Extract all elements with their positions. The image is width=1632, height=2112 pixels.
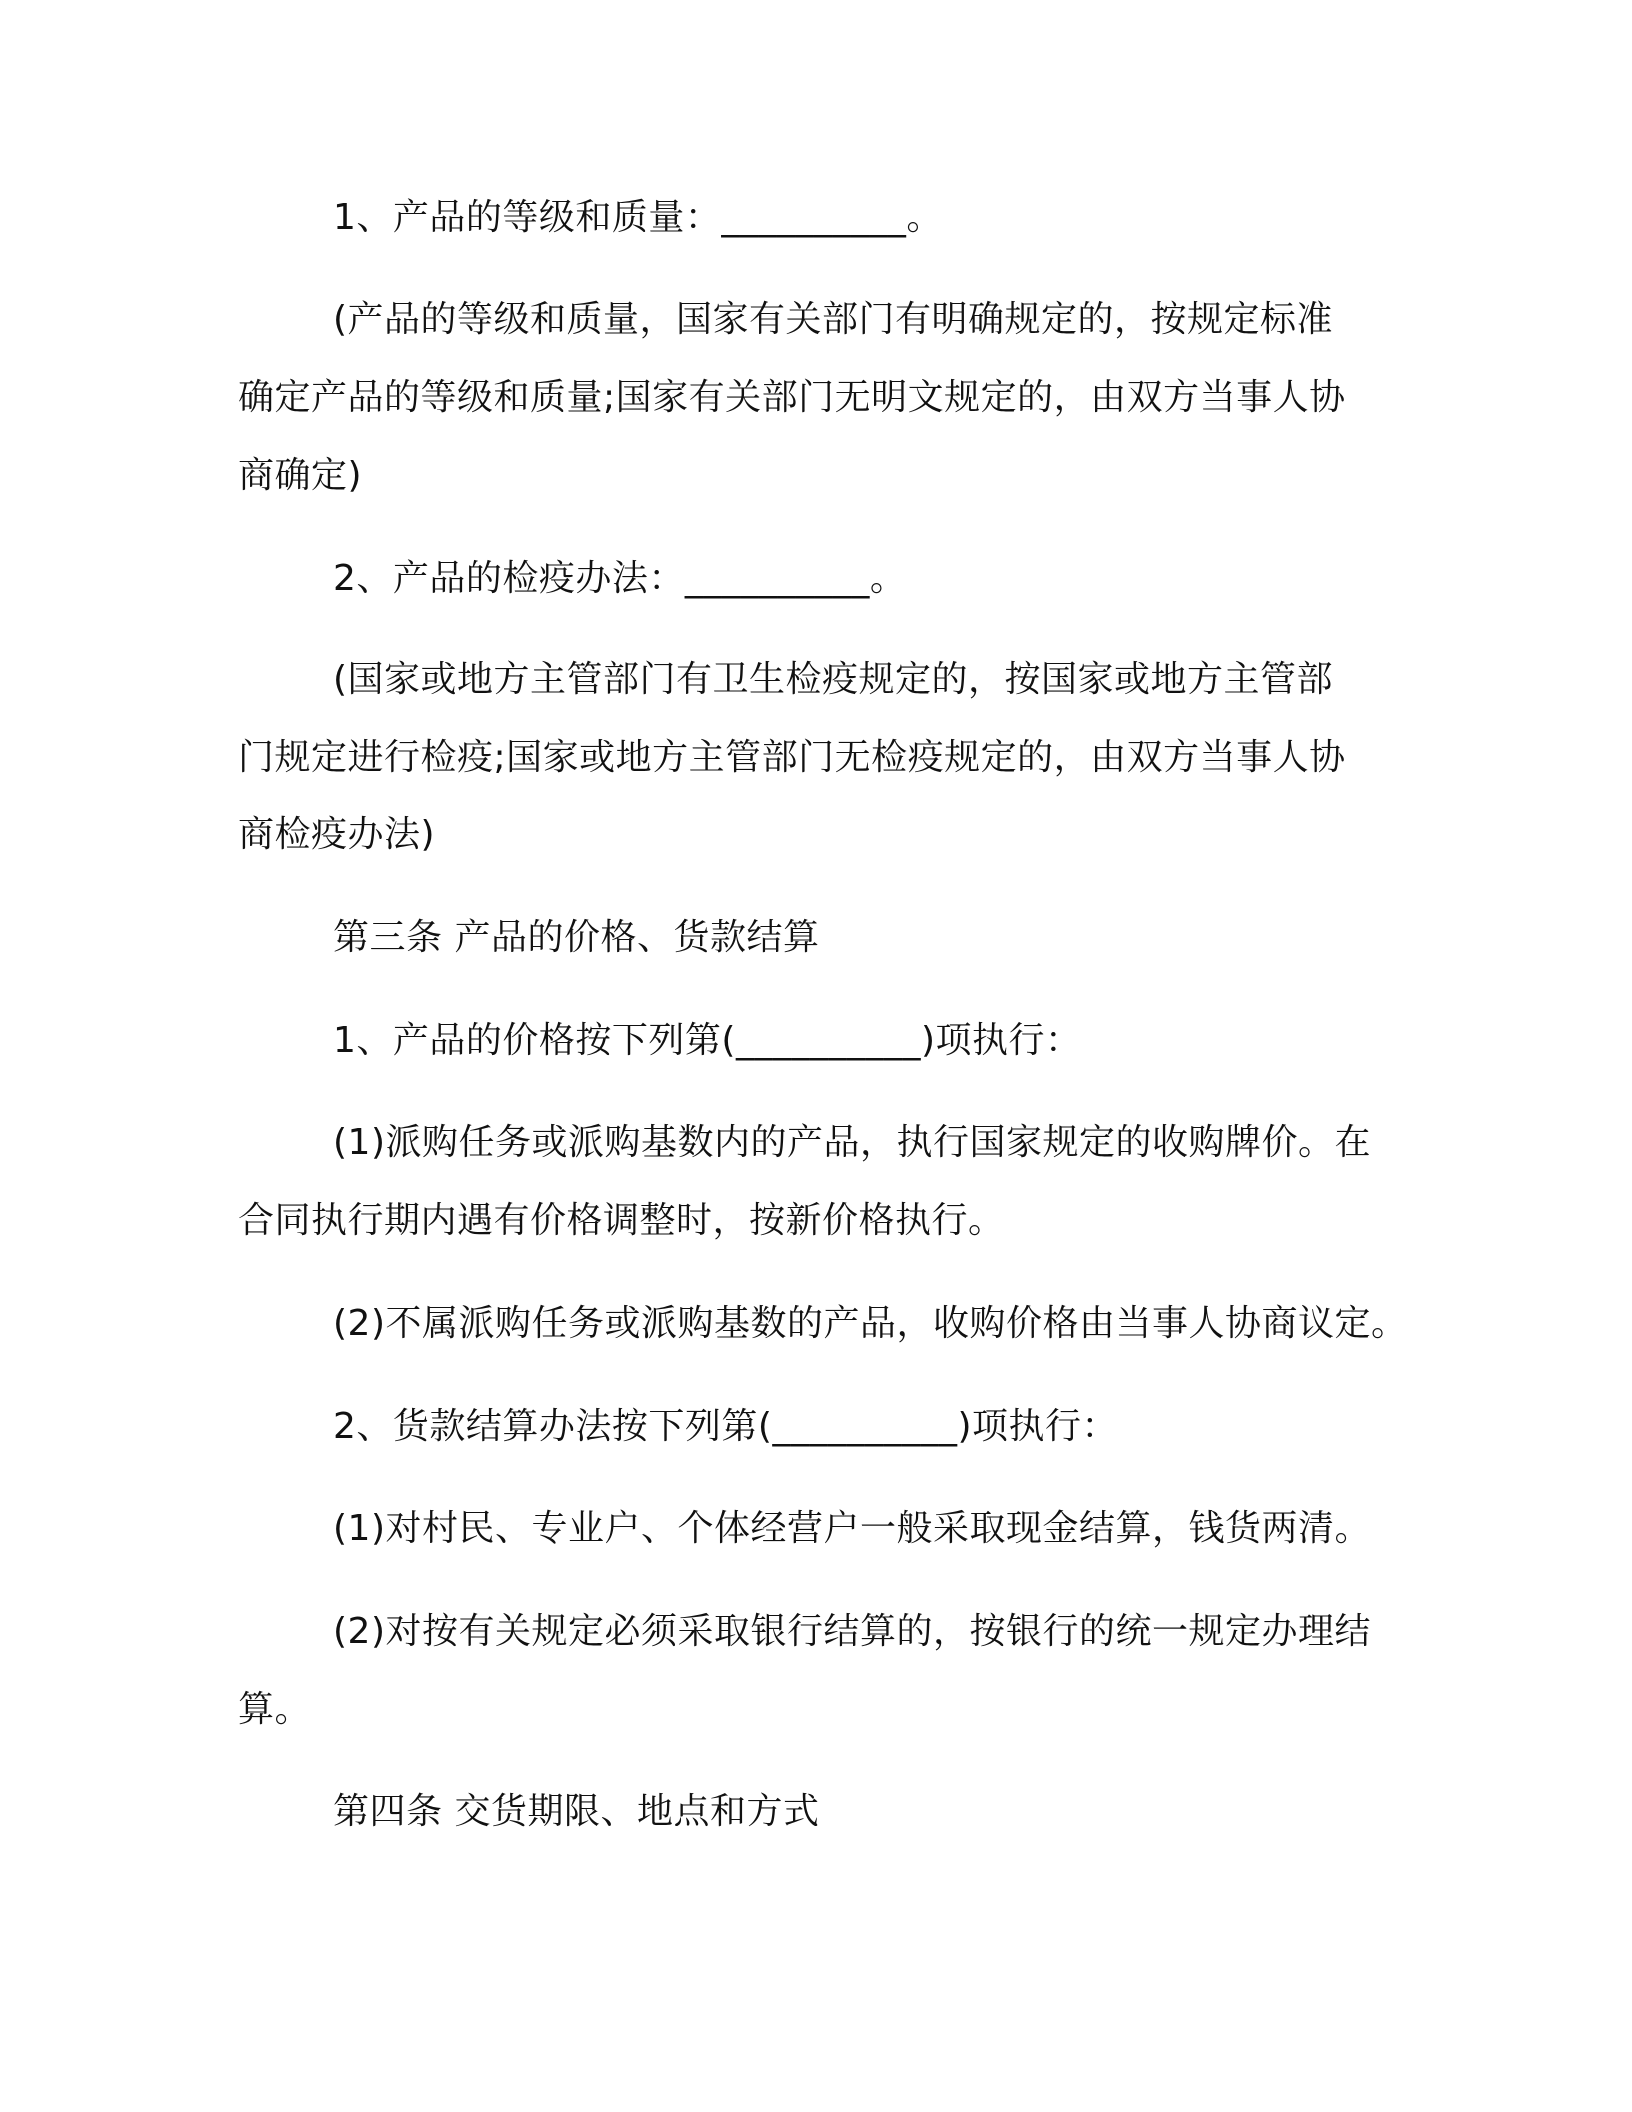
price-option-1-line-1: (1)派购任务或派购基数内的产品，执行国家规定的收购牌价。在 [333,1122,1371,1163]
price-option-1-line-2: 合同执行期内遇有价格调整时，按新价格执行。 [238,1200,1005,1241]
clause-quality-grade: 1、产品的等级和质量：__________。 [333,197,943,238]
clause-quarantine-method: 2、产品的检疫办法：__________。 [333,558,907,599]
settlement-clause: 2、货款结算办法按下列第(__________)项执行： [333,1406,1118,1447]
article-three-heading: 第三条 产品的价格、货款结算 [333,917,820,958]
quarantine-note-line-1: (国家或地方主管部门有卫生检疫规定的，按国家或地方主管部 [333,659,1334,700]
settlement-option-2-line-2: 算。 [238,1689,312,1730]
quarantine-note-line-3: 商检疫办法) [238,814,436,855]
price-option-2: (2)不属派购任务或派购基数的产品，收购价格由当事人协商议定。 [333,1303,1408,1344]
article-four-heading: 第四条 交货期限、地点和方式 [333,1791,820,1832]
price-clause: 1、产品的价格按下列第(__________)项执行： [333,1020,1082,1061]
settlement-option-2-line-1: (2)对按有关规定必须采取银行结算的，按银行的统一规定办理结 [333,1611,1371,1652]
settlement-option-1: (1)对村民、专业户、个体经营户一般采取现金结算，钱货两清。 [333,1508,1371,1549]
quality-note-line-2: 确定产品的等级和质量;国家有关部门无明文规定的，由双方当事人协 [238,377,1346,418]
quarantine-note-line-2: 门规定进行检疫;国家或地方主管部门无检疫规定的，由双方当事人协 [238,737,1346,778]
quality-note-line-1: (产品的等级和质量，国家有关部门有明确规定的，按规定标准 [333,299,1334,340]
quality-note-line-3: 商确定) [238,455,363,496]
